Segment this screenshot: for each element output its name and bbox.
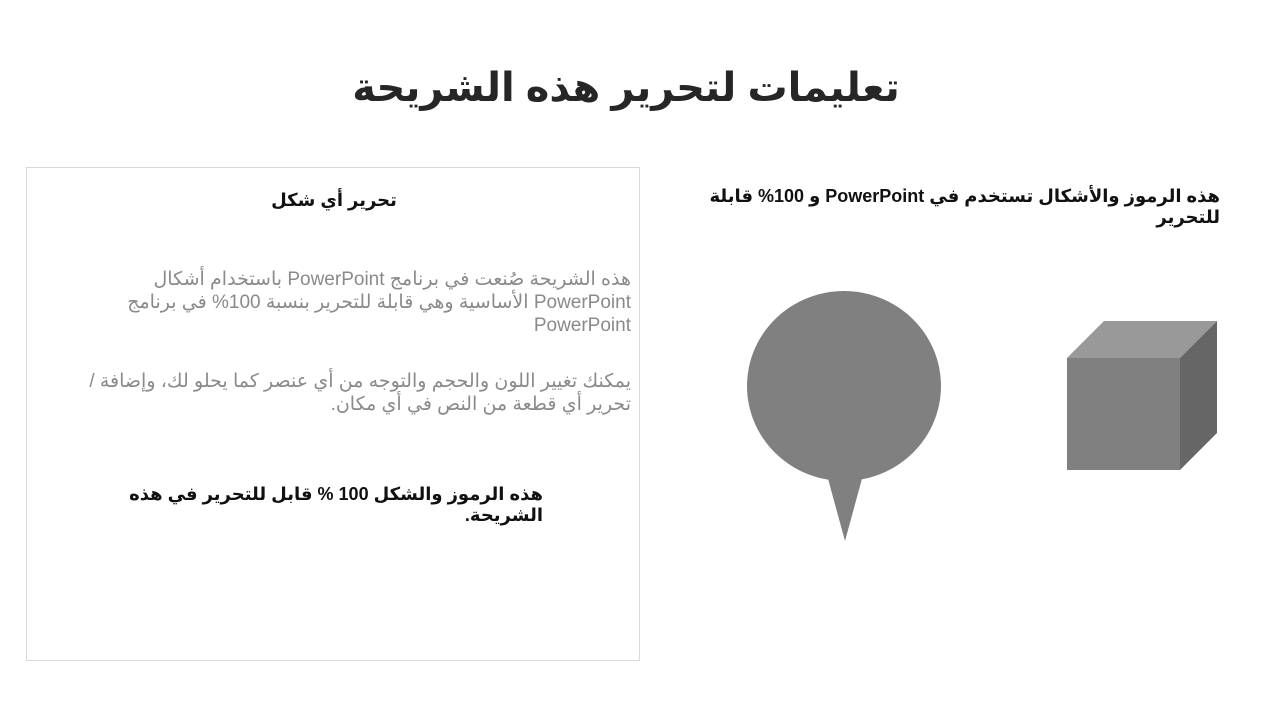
speech-bubble-icon[interactable]	[747, 291, 941, 541]
cube-icon[interactable]	[1067, 321, 1217, 470]
panel-paragraph-2[interactable]: يمكنك تغيير اللون والحجم والتوجه من أي عنصر كما يحلو لك، وإضافة / تحرير أي قطعة من النص في أي مكان.	[89, 371, 631, 415]
panel-paragraph-1[interactable]: هذه الشريحة صُنعت في برنامج PowerPoint باستخدام أشكال PowerPoint الأساسية وهي قابلة للتحرير بنسبة 100% في برنامج PowerPoint	[127, 269, 631, 336]
panel-note[interactable]: هذه الرموز والشكل 100 % قابل للتحرير في هذه الشريحة.	[129, 484, 543, 525]
panel-heading-text[interactable]: تحرير أي شكل	[271, 190, 397, 210]
speech-bubble-body	[747, 291, 941, 481]
shapes-heading[interactable]: هذه الرموز والأشكال تستخدم في PowerPoint و 100% قابلة للتحرير	[709, 186, 1220, 227]
cube-front-face	[1067, 358, 1180, 470]
speech-bubble-tail	[827, 475, 863, 541]
slide-title[interactable]: تعليمات لتحرير هذه الشريحة	[352, 66, 900, 110]
